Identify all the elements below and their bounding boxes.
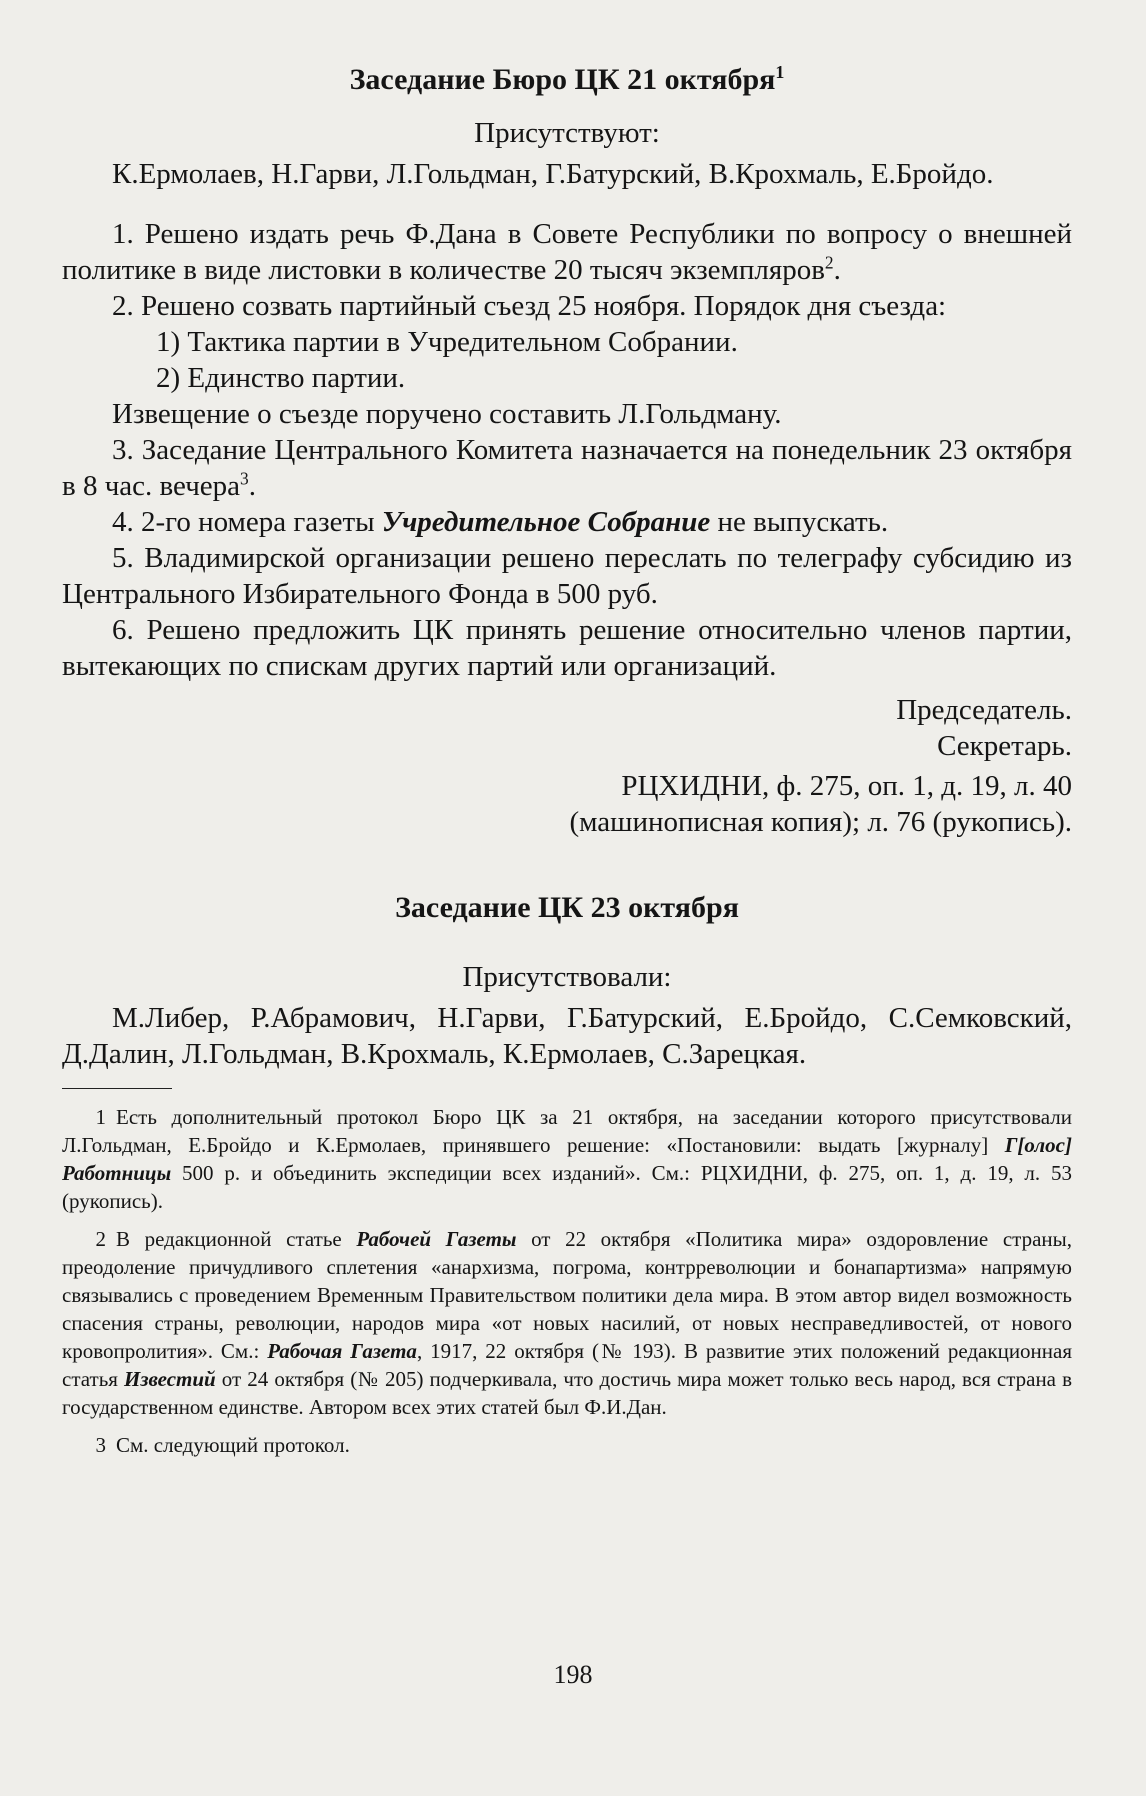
meeting2-present-label: Присутствовали: — [462, 961, 672, 993]
meeting1-present-names: К.Ермолаев, Н.Гарви, Л.Гольдман, Г.Батурский, В.Крохмаль, Е.Бройдо. — [112, 158, 994, 190]
meeting1-present-label: Присутствуют: — [474, 117, 660, 149]
archive-reference — [62, 768, 1072, 840]
footnote-divider — [62, 1088, 172, 1089]
footnote-text: от 24 октября (№ 205) подчеркивала, что достичь мира может только весь народ, вся страна в государственном единстве. Автором всех этих статей был Ф.И.Дан. — [62, 1367, 1072, 1419]
meeting1-item-6: 6. Решено предложить ЦК принять решение относительно членов партии, вытекающих по спискам других партий или организаций. — [62, 614, 1072, 682]
meeting2-present-names: М.Либер, Р.Абрамович, Н.Гарви, Г.Батурский, Е.Бройдо, С.Семковский, Д.Далин, Л.Гольдман, В.Крохмаль, К.Ермолаев, С.Зарецкая. — [62, 1002, 1072, 1070]
meeting1-item-1: 1. Решено издать речь Ф.Дана в Совете Республики по вопросу о внешней политике в виде листовки в количестве 20 тысяч экземпляров$^2$. — [62, 218, 1072, 286]
footnote-ref: 2 — [824, 252, 834, 273]
newspaper-title: Учредительное Собрание — [381, 506, 711, 538]
meeting1-item-2-sub-2: 2) Единство партии. — [156, 362, 406, 394]
newspaper-title: Рабочей Газеты — [356, 1227, 517, 1251]
meeting1-item-3: 3. Заседание Центрального Комитета назначается на понедельник 23 октября в 8 час. вечера$^3$. — [62, 434, 1072, 502]
item-text: 1. Решено издать речь Ф.Дана в Совете Республики по вопросу о внешней политике в виде листовки в количестве 20 тысяч экземпляров — [62, 218, 1072, 286]
footnote-ref: 1 — [775, 62, 785, 82]
item-text: 3. Заседание Центрального Комитета назначается на понедельник 23 октября в 8 час. вечера — [62, 434, 1072, 502]
item-text: 4. 2-го номера газеты — [112, 506, 382, 538]
meeting1-title — [62, 60, 1072, 100]
meeting1-title-text: Заседание Бюро ЦК 21 октября — [349, 63, 776, 96]
footnote-text: Есть дополнительный протокол Бюро ЦК за 21 октября, на заседании которого присутствовали Л.Гольдман, Е.Бройдо и К.Ермолаев, принявшего решение: «Постановили: выдать [журналу] — [62, 1105, 1072, 1157]
meeting1-item-2-note: Извещение о съезде поручено составить Л.Гольдману. — [112, 398, 782, 430]
footnote-text: от 22 октября «Политика мира» оздоровление страны, преодоление причудливого сплетения «анархизма, погрома, контрреволюции и бонапартизма» напрямую связывались с проведением Временным Правительством политики дела мира. В этом автор видел возможность спасения страны, революции, народов мира «от новых насилий, от новых несправедливостей, от нового кровопролития». См.: — [62, 1227, 1072, 1363]
footnote-number: 2 — [95, 1227, 106, 1251]
footnote-3 — [62, 1431, 1072, 1459]
footnote-1 — [62, 1103, 1072, 1215]
archive-line-2: (машинописная копия); л. 76 (рукопись). — [569, 806, 1072, 838]
footnote-2 — [62, 1225, 1072, 1421]
item-text: не выпускать. — [710, 506, 889, 538]
page-content — [62, 60, 1072, 1469]
footnote-text: 500 р. и объединить экспедиции всех изданий». См.: РЦХИДНИ, ф. 275, оп. 1, д. 19, л. 53 (рукопись). — [62, 1161, 1072, 1213]
secretary-label: Секретарь. — [937, 730, 1072, 762]
meeting1-item-4 — [62, 504, 1072, 540]
chairman-label: Председатель. — [896, 694, 1072, 726]
meeting1-item-2: 2. Решено созвать партийный съезд 25 ноября. Порядок дня съезда: — [112, 290, 947, 322]
meeting1-item-2-sub-1: 1) Тактика партии в Учредительном Собрании. — [156, 326, 738, 358]
footnote-text: , 1917, 22 октября (№ 193). В развитие этих положений редакционная статья — [62, 1339, 1073, 1391]
footnote-number: 1 — [95, 1105, 106, 1129]
footnote-number: 3 — [95, 1433, 106, 1457]
meeting1-item-5: 5. Владимирской организации решено переслать по телеграфу субсидию из Центрального Избирательного Фонда в 500 руб. — [62, 542, 1072, 610]
page-number: 198 — [553, 1660, 593, 1689]
footnote-text: В редакционной статье — [116, 1227, 357, 1251]
archive-line-1: РЦХИДНИ, ф. 275, оп. 1, д. 19, л. 40 — [621, 770, 1072, 802]
signatures — [62, 692, 1072, 764]
newspaper-title: Известий — [124, 1367, 216, 1391]
newspaper-title: Рабочая Газета — [267, 1339, 417, 1363]
footnote-text: См. следующий протокол. — [116, 1433, 350, 1457]
journal-title: Г[олос] Работницы — [62, 1133, 1072, 1185]
meeting2-title: Заседание ЦК 23 октября — [395, 891, 739, 924]
footnote-ref: 3 — [240, 468, 249, 489]
